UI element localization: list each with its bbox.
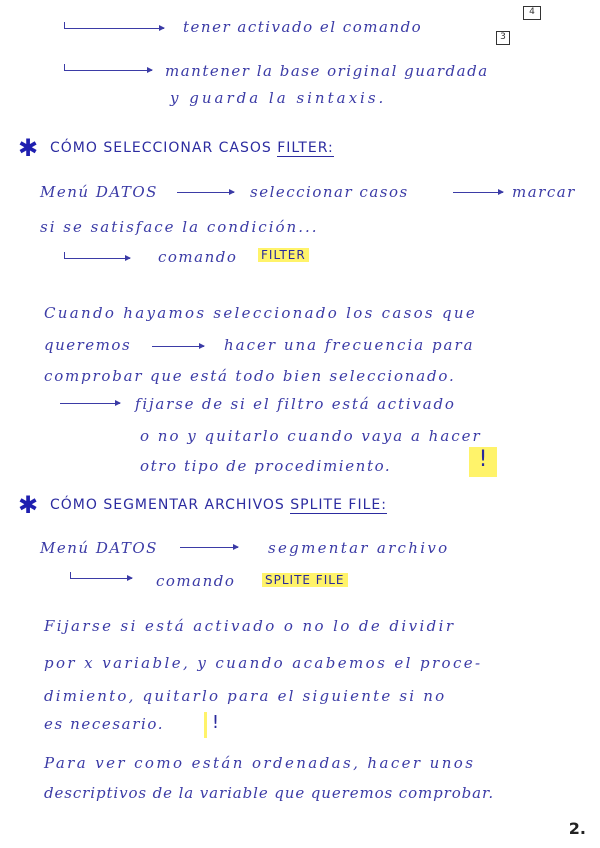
filter-condition-line: si se satisface la condición...: [40, 218, 319, 236]
asterisk-icon: ✱: [18, 491, 39, 519]
filter-title-keyword: FILTER:: [277, 140, 334, 156]
top-line-2: mantener la base original guardada: [165, 62, 489, 80]
filter-cmd-label: comando: [158, 248, 238, 266]
arrow-icon: [177, 192, 234, 193]
asterisk-icon: ✱: [18, 134, 39, 162]
split-menu-left: Menú DATOS: [40, 539, 158, 557]
arrow-icon: [64, 258, 130, 259]
arrow-icon: [60, 403, 120, 404]
arrow-icon: [70, 578, 132, 579]
filter-para-5: fijarse de si el filtro está activado: [135, 395, 456, 413]
arrow-icon: [64, 28, 164, 29]
filter-menu-left: Menú DATOS: [40, 183, 158, 201]
arrow-icon: [180, 547, 238, 548]
filter-para-1: Cuando hayamos seleccionado los casos que: [44, 304, 478, 322]
arrow-icon: [453, 192, 503, 193]
split-para-4: es necesario.: [44, 715, 165, 733]
top-line-1: tener activado el comando: [183, 18, 423, 36]
split-title-keyword: SPLITE FILE:: [290, 497, 387, 513]
split-menu-mid: segmentar archivo: [268, 539, 450, 557]
box-label-a: 4: [523, 6, 541, 20]
box-label-b: 3: [496, 31, 510, 45]
filter-para-6: o no y quitarlo cuando vaya a hacer: [140, 427, 482, 445]
split-para2-1: Para ver como están ordenadas, hacer unos: [44, 754, 476, 772]
filter-section-title: [50, 140, 334, 156]
filter-para-7: otro tipo de procedimiento.: [140, 457, 392, 475]
arrow-icon: [64, 70, 152, 71]
filter-cmd-value: FILTER: [258, 248, 309, 262]
split-para-2: por x variable, y cuando acabemos el proce-: [44, 654, 483, 672]
split-cmd-value: SPLITE FILE: [262, 573, 348, 587]
split-para-1: Fijarse si está activado o no lo de dividir: [44, 617, 456, 635]
arrow-icon: [152, 346, 204, 347]
split-para2-2: descriptivos de la variable que queremos comprobar.: [44, 784, 495, 802]
filter-para-4: comprobar que está todo bien seleccionado.: [44, 367, 456, 385]
filter-menu-mid: seleccionar casos: [250, 183, 409, 201]
split-cmd-label: comando: [156, 572, 236, 590]
filter-para-3: hacer una frecuencia para: [224, 336, 475, 354]
filter-menu-right: marcar: [512, 183, 576, 201]
filter-para-2: queremos: [44, 336, 132, 354]
warning-icon: !: [204, 712, 224, 738]
warning-icon: !: [469, 447, 497, 477]
filter-title-prefix: CÓMO SELECCIONAR CASOS: [50, 140, 272, 156]
top-line-3: y guarda la sintaxis.: [170, 89, 387, 107]
split-para-3: dimiento, quitarlo para el siguiente si no: [44, 687, 447, 705]
split-title-prefix: CÓMO SEGMENTAR ARCHIVOS: [50, 497, 285, 513]
split-section-title: [50, 497, 387, 513]
page-number: 2.: [568, 819, 586, 838]
